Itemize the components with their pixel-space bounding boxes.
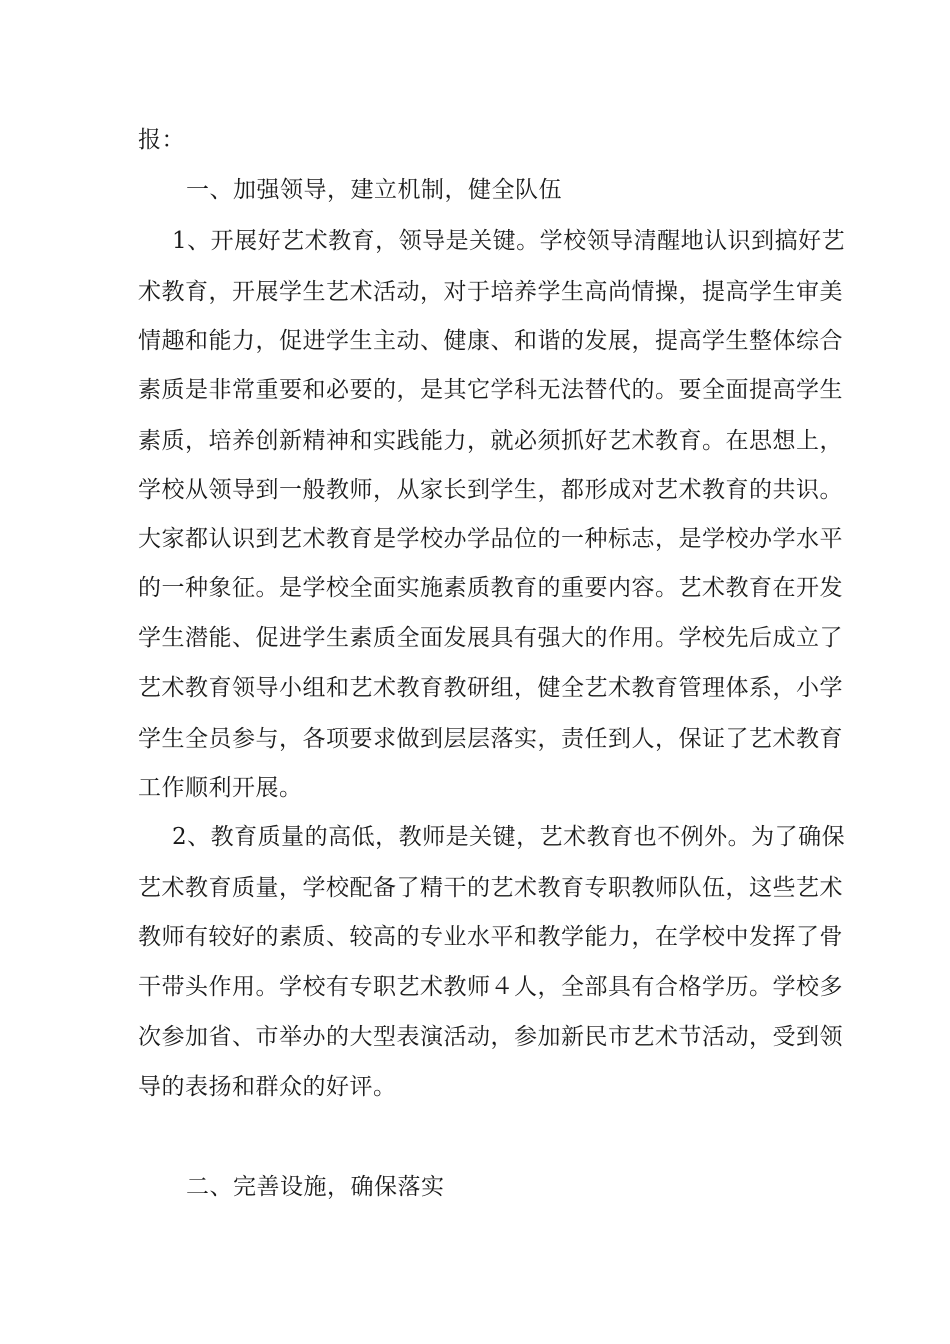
paragraph-line: 导的表扬和群众的好评。 — [138, 1074, 397, 1100]
section-heading: 一、加强领导，建立机制，健全队伍 — [186, 177, 562, 203]
paragraph-line: 艺术教育领导小组和艺术教育教研组，健全艺术教育管理体系，小学 — [138, 675, 843, 701]
paragraph-line: 情趣和能力，促进学生主动、健康、和谐的发展，提高学生整体综合 — [138, 328, 843, 354]
paragraph-line: 学生潜能、促进学生素质全面发展具有强大的作用。学校先后成立了 — [138, 625, 843, 651]
paragraph-line: 次参加省、市举办的大型表演活动，参加新民市艺术节活动，受到领 — [138, 1024, 843, 1050]
section-heading: 二、完善设施，确保落实 — [186, 1174, 445, 1200]
paragraph-line: 学校从领导到一般教师，从家长到学生，都形成对艺术教育的共识。 — [138, 477, 843, 503]
paragraph-line: 学生全员参与，各项要求做到层层落实，责任到人，保证了艺术教育 — [138, 726, 843, 752]
paragraph-line: 素质，培养创新精神和实践能力，就必须抓好艺术教育。在思想上， — [138, 428, 843, 454]
paragraph-line: 素质是非常重要和必要的，是其它学科无法替代的。要全面提高学生 — [138, 377, 843, 403]
paragraph-line: 工作顺利开展。 — [138, 775, 303, 801]
paragraph-line: 1、开展好艺术教育，领导是关键。学校领导清醒地认识到搞好艺 — [172, 228, 846, 254]
paragraph-line: 教师有较好的素质、较高的专业水平和教学能力，在学校中发挥了骨 — [138, 924, 843, 950]
text-line: 报： — [138, 127, 185, 153]
paragraph-line: 艺术教育质量，学校配备了精干的艺术教育专职教师队伍，这些艺术 — [138, 875, 843, 901]
paragraph-line: 2、教育质量的高低，教师是关键，艺术教育也不例外。为了确保 — [172, 824, 846, 850]
paragraph-line: 大家都认识到艺术教育是学校办学品位的一种标志，是学校办学水平 — [138, 526, 843, 552]
paragraph-line: 的一种象征。是学校全面实施素质教育的重要内容。艺术教育在开发 — [138, 575, 843, 601]
paragraph-line: 术教育，开展学生艺术活动，对于培养学生高尚情操，提高学生审美 — [138, 279, 843, 305]
paragraph-line: 干带头作用。学校有专职艺术教师４人，全部具有合格学历。学校多 — [138, 974, 843, 1000]
